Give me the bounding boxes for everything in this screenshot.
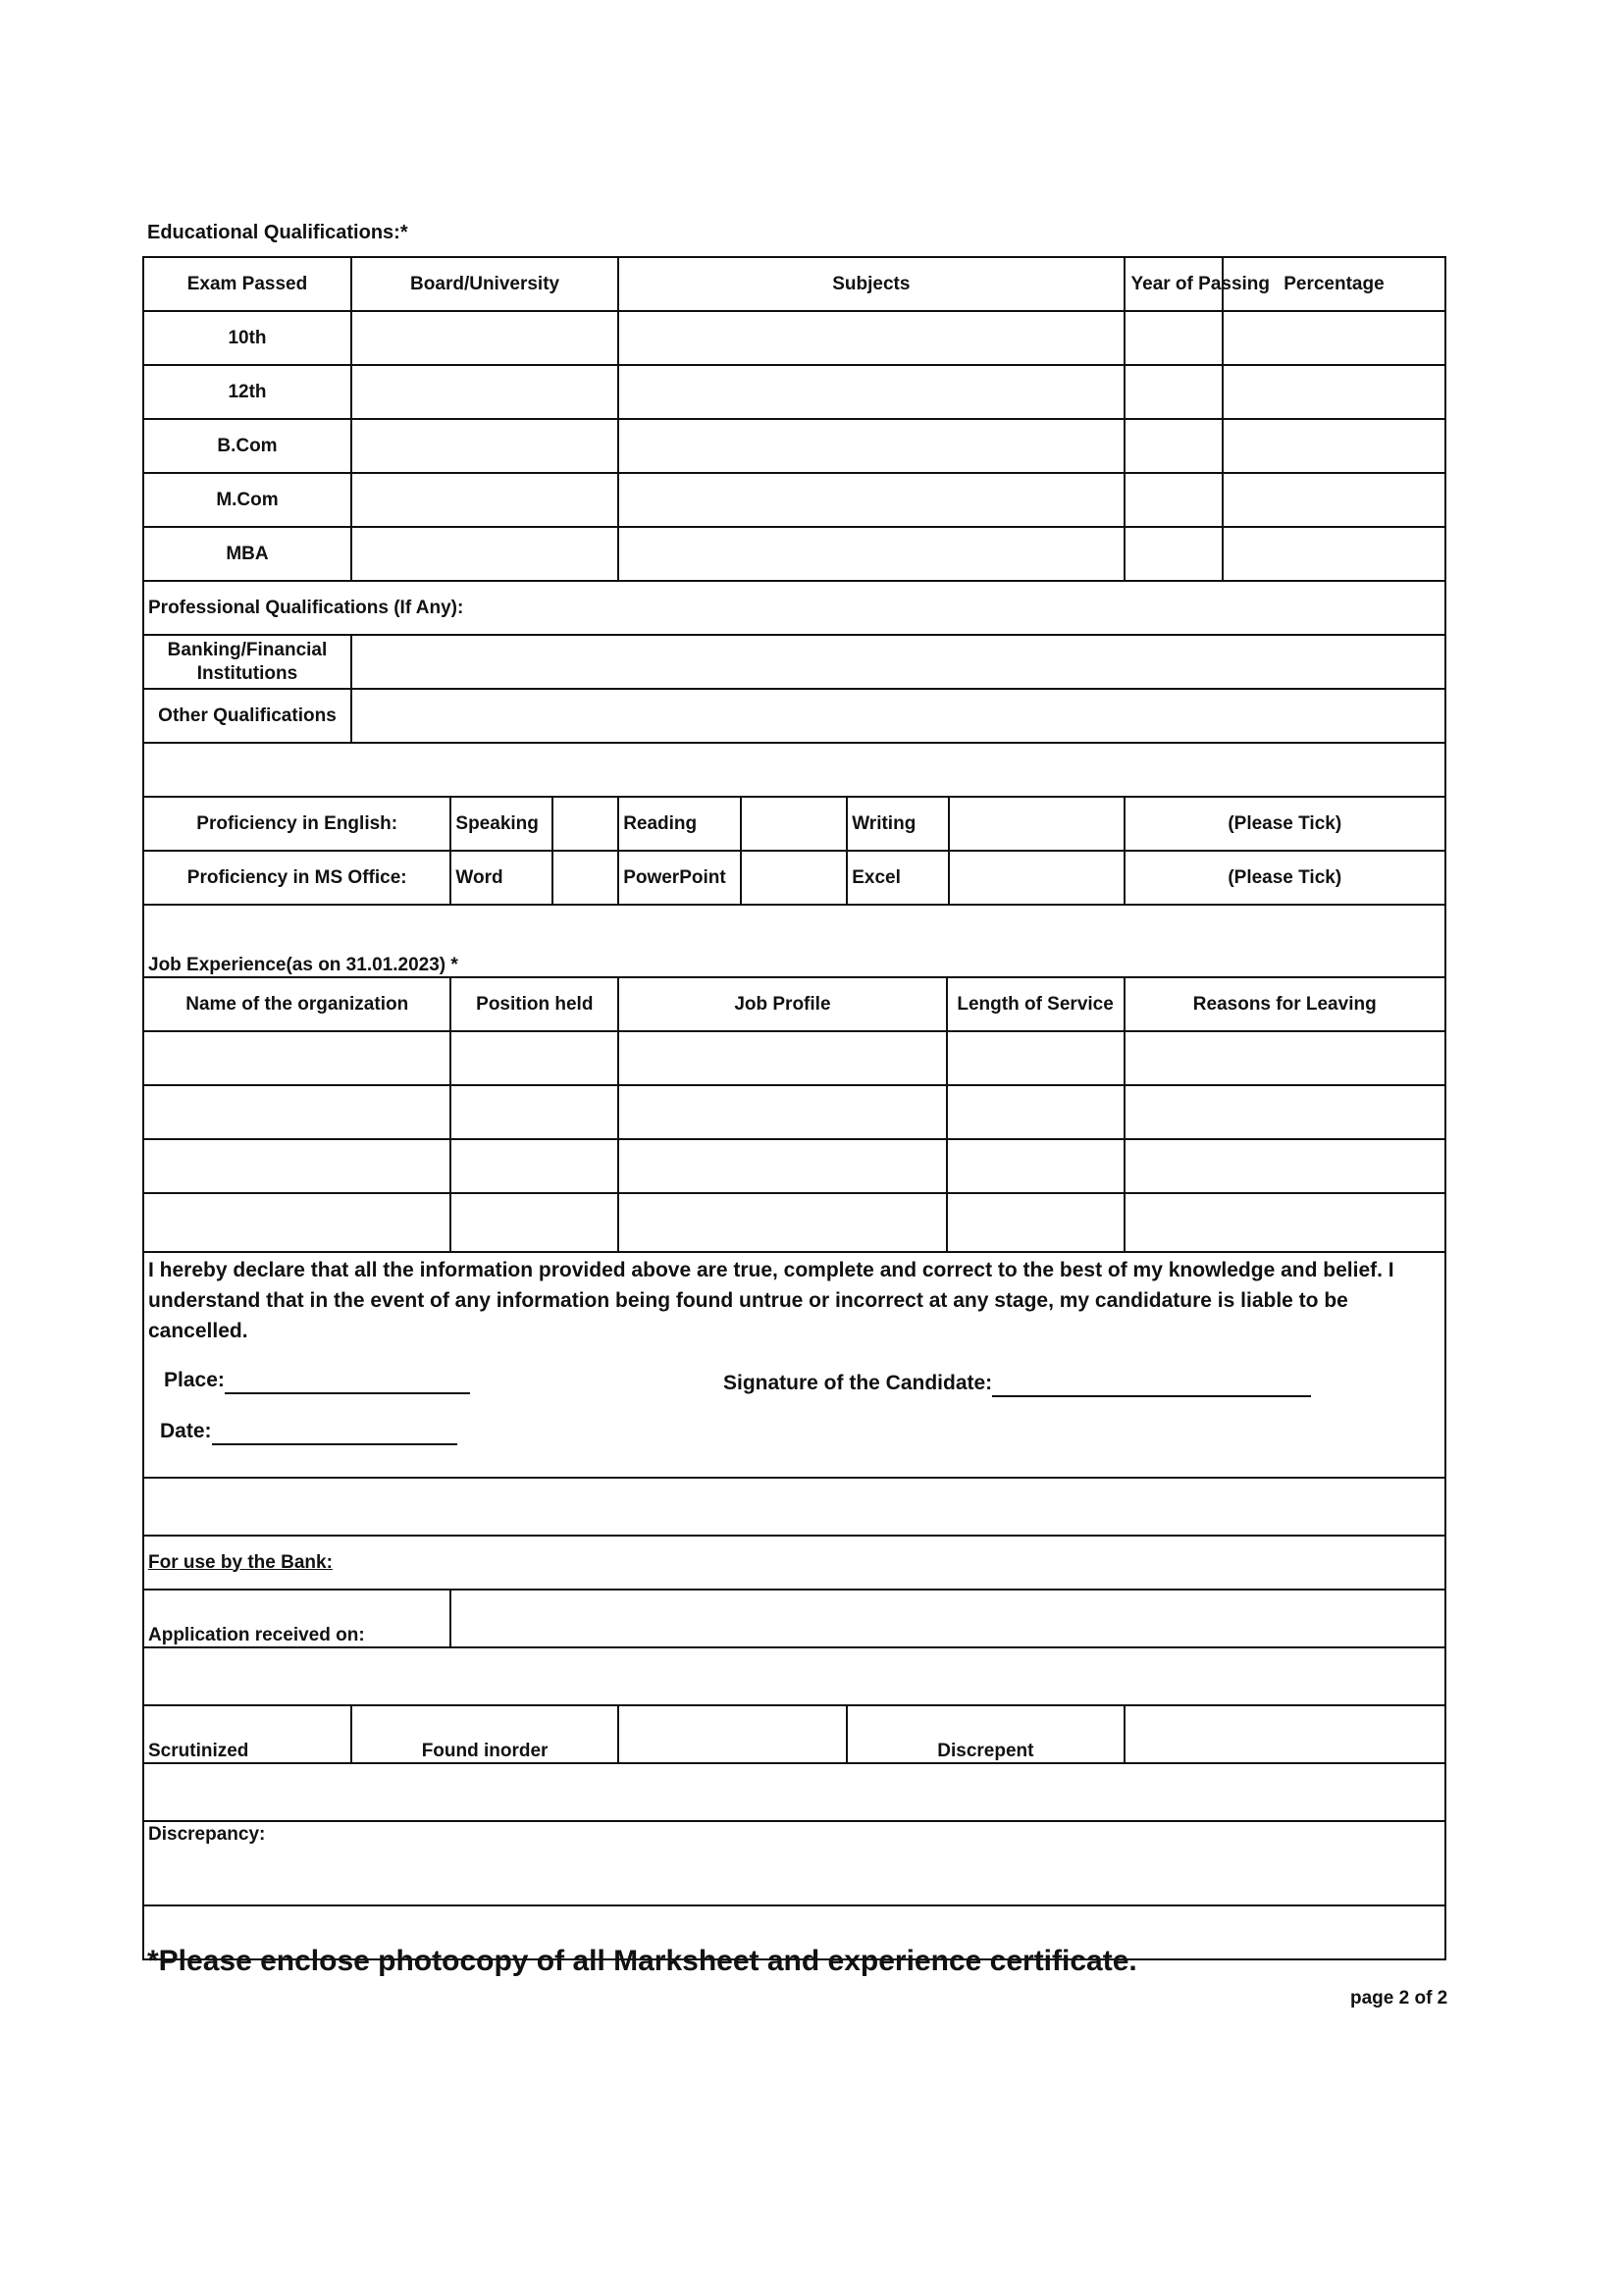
- education-header-row: [143, 257, 1445, 311]
- header-exam-passed: Exam Passed: [143, 257, 351, 311]
- date-label: Date:: [160, 1420, 212, 1442]
- english-reading-cell: [618, 797, 847, 851]
- signature-label: Signature of the Candidate:: [723, 1372, 993, 1394]
- msoffice-excel-tick[interactable]: [950, 852, 1123, 904]
- exam-mba: MBA: [143, 527, 351, 581]
- msoffice-powerpoint-tick[interactable]: [742, 852, 846, 904]
- header-percentage: Percentage: [1223, 257, 1445, 311]
- exam-bcom: B.Com: [143, 419, 351, 473]
- year-mcom-cell[interactable]: [1125, 473, 1223, 527]
- msoffice-word-tick[interactable]: [553, 852, 617, 904]
- discrepent-field[interactable]: [1125, 1705, 1446, 1763]
- exam-mcom: M.Com: [143, 473, 351, 527]
- experience-length-cell[interactable]: [947, 1139, 1125, 1193]
- experience-reasons-cell[interactable]: [1125, 1031, 1446, 1085]
- board-bcom-cell[interactable]: [351, 419, 618, 473]
- header-reasons-for-leaving: Reasons for Leaving: [1125, 977, 1446, 1031]
- english-reading-label: Reading: [619, 798, 742, 850]
- place-label: Place:: [164, 1369, 225, 1391]
- english-proficiency-row: [143, 797, 1445, 851]
- english-speaking-cell: [450, 797, 618, 851]
- experience-position-cell[interactable]: [450, 1085, 618, 1139]
- banking-label-line2: Institutions: [196, 662, 298, 684]
- table-row: [143, 1031, 1445, 1085]
- spacer-row: [143, 1647, 1445, 1705]
- application-received-field[interactable]: [450, 1590, 1445, 1647]
- spacer-row: [143, 743, 1445, 797]
- spacer-cell: [143, 1763, 1445, 1821]
- discrepancy-label: Discrepancy:: [143, 1821, 1445, 1905]
- year-12th-cell[interactable]: [1125, 365, 1223, 419]
- found-inorder-field[interactable]: [618, 1705, 847, 1763]
- banking-financial-field[interactable]: [351, 635, 1445, 689]
- educational-qualifications-title: Educational Qualifications:*: [147, 222, 408, 243]
- msoffice-excel-label: Excel: [848, 852, 950, 904]
- experience-profile-cell[interactable]: [618, 1085, 946, 1139]
- msoffice-powerpoint-cell: [618, 851, 847, 905]
- experience-length-cell[interactable]: [947, 1193, 1125, 1252]
- experience-reasons-cell[interactable]: [1125, 1193, 1446, 1252]
- professional-title-row: [143, 581, 1445, 635]
- enclosure-note: *Please enclose photocopy of all Marksheet and experience certificate.: [147, 1945, 1137, 1977]
- header-board-university: Board/University: [351, 257, 618, 311]
- experience-title-row: [143, 905, 1445, 977]
- percentage-12th-cell[interactable]: [1223, 365, 1445, 419]
- job-experience-title: Job Experience(as on 31.01.2023) *: [143, 905, 1445, 977]
- spacer-cell: [143, 743, 1445, 797]
- english-speaking-label: Speaking: [451, 798, 553, 850]
- date-line: [160, 1420, 457, 1445]
- experience-position-cell[interactable]: [450, 1193, 618, 1252]
- experience-reasons-cell[interactable]: [1125, 1085, 1446, 1139]
- exam-10th: 10th: [143, 311, 351, 365]
- year-mba-cell[interactable]: [1125, 527, 1223, 581]
- experience-profile-cell[interactable]: [618, 1139, 946, 1193]
- place-line: [164, 1369, 470, 1394]
- board-10th-cell[interactable]: [351, 311, 618, 365]
- english-writing-cell: [847, 797, 1124, 851]
- date-field[interactable]: [212, 1420, 457, 1445]
- spacer-row: [143, 1763, 1445, 1821]
- percentage-mba-cell[interactable]: [1223, 527, 1445, 581]
- experience-position-cell[interactable]: [450, 1139, 618, 1193]
- qualifications-table: [142, 256, 1446, 1960]
- signature-line: [723, 1372, 1311, 1397]
- experience-profile-cell[interactable]: [618, 1031, 946, 1085]
- banking-financial-label: [143, 635, 351, 689]
- place-field[interactable]: [225, 1369, 470, 1394]
- msoffice-powerpoint-label: PowerPoint: [619, 852, 742, 904]
- msoffice-word-cell: [450, 851, 618, 905]
- spacer-row: [143, 1478, 1445, 1536]
- discrepent-label: Discrepent: [847, 1705, 1124, 1763]
- scrutinized-label: Scrutinized: [143, 1705, 351, 1763]
- english-speaking-tick[interactable]: [553, 798, 617, 850]
- board-mcom-cell[interactable]: [351, 473, 618, 527]
- percentage-mcom-cell[interactable]: [1223, 473, 1445, 527]
- english-reading-tick[interactable]: [742, 798, 846, 850]
- experience-length-cell[interactable]: [947, 1031, 1125, 1085]
- exam-12th: 12th: [143, 365, 351, 419]
- experience-org-cell[interactable]: [143, 1139, 450, 1193]
- declaration-text: I hereby declare that all the information provided above are true, complete and correct to the best of my knowledge and belief. I understand that in the event of any information being found untrue or incorrect at any stage, my candidature is liable to be cancelled.: [148, 1259, 1394, 1342]
- subjects-mcom-cell[interactable]: [618, 473, 1124, 527]
- msoffice-excel-cell: [847, 851, 1124, 905]
- application-received-row: [143, 1590, 1445, 1647]
- table-row: [143, 1139, 1445, 1193]
- english-writing-label: Writing: [848, 798, 950, 850]
- spacer-cell: [143, 1478, 1445, 1536]
- bank-use-title-row: [143, 1536, 1445, 1590]
- experience-header-row: [143, 977, 1445, 1031]
- msoffice-word-label: Word: [451, 852, 553, 904]
- discrepancy-row: [143, 1821, 1445, 1905]
- experience-reasons-cell[interactable]: [1125, 1139, 1446, 1193]
- experience-org-cell[interactable]: [143, 1193, 450, 1252]
- page-number: page 2 of 2: [1350, 1988, 1448, 2008]
- table-row: [143, 1085, 1445, 1139]
- percentage-bcom-cell[interactable]: [1223, 419, 1445, 473]
- banking-label-line1: Banking/Financial: [167, 639, 328, 660]
- experience-profile-cell[interactable]: [618, 1193, 946, 1252]
- table-row: [143, 1193, 1445, 1252]
- professional-qualifications-title: Professional Qualifications (If Any):: [143, 581, 1445, 635]
- header-length-of-service: Length of Service: [947, 977, 1125, 1031]
- year-bcom-cell[interactable]: [1125, 419, 1223, 473]
- year-10th-cell[interactable]: [1125, 311, 1223, 365]
- percentage-10th-cell[interactable]: [1223, 311, 1445, 365]
- english-proficiency-label: Proficiency in English:: [143, 797, 450, 851]
- found-inorder-label: Found inorder: [351, 1705, 618, 1763]
- subjects-10th-cell[interactable]: [618, 311, 1124, 365]
- other-qualifications-field[interactable]: [351, 689, 1445, 743]
- header-year-of-passing: Year of Passing: [1125, 257, 1223, 311]
- subjects-bcom-cell[interactable]: [618, 419, 1124, 473]
- experience-org-cell[interactable]: [143, 1085, 450, 1139]
- subjects-mba-cell[interactable]: [618, 527, 1124, 581]
- other-qualifications-row: [143, 689, 1445, 743]
- board-mba-cell[interactable]: [351, 527, 618, 581]
- english-writing-tick[interactable]: [950, 798, 1123, 850]
- table-row: [143, 311, 1445, 365]
- table-row: [143, 365, 1445, 419]
- header-position-held: Position held: [450, 977, 618, 1031]
- banking-row: [143, 635, 1445, 689]
- declaration-cell: [143, 1252, 1445, 1478]
- board-12th-cell[interactable]: [351, 365, 618, 419]
- experience-org-cell[interactable]: [143, 1031, 450, 1085]
- msoffice-proficiency-row: [143, 851, 1445, 905]
- header-job-profile: Job Profile: [618, 977, 946, 1031]
- table-row: [143, 419, 1445, 473]
- application-received-label: Application received on:: [143, 1590, 450, 1647]
- spacer-cell: [143, 1647, 1445, 1705]
- english-please-tick: (Please Tick): [1125, 797, 1446, 851]
- header-organization: Name of the organization: [143, 977, 450, 1031]
- header-subjects: Subjects: [618, 257, 1124, 311]
- table-row: [143, 473, 1445, 527]
- scrutiny-row: [143, 1705, 1445, 1763]
- msoffice-please-tick: (Please Tick): [1125, 851, 1446, 905]
- bank-use-title-text: For use by the Bank:: [148, 1551, 333, 1573]
- other-qualifications-label: Other Qualifications: [143, 689, 351, 743]
- subjects-12th-cell[interactable]: [618, 365, 1124, 419]
- bank-use-title: [143, 1536, 1445, 1590]
- declaration-row: [143, 1252, 1445, 1478]
- msoffice-proficiency-label: Proficiency in MS Office:: [143, 851, 450, 905]
- table-row: [143, 527, 1445, 581]
- signature-field[interactable]: [992, 1372, 1311, 1397]
- experience-position-cell[interactable]: [450, 1031, 618, 1085]
- experience-length-cell[interactable]: [947, 1085, 1125, 1139]
